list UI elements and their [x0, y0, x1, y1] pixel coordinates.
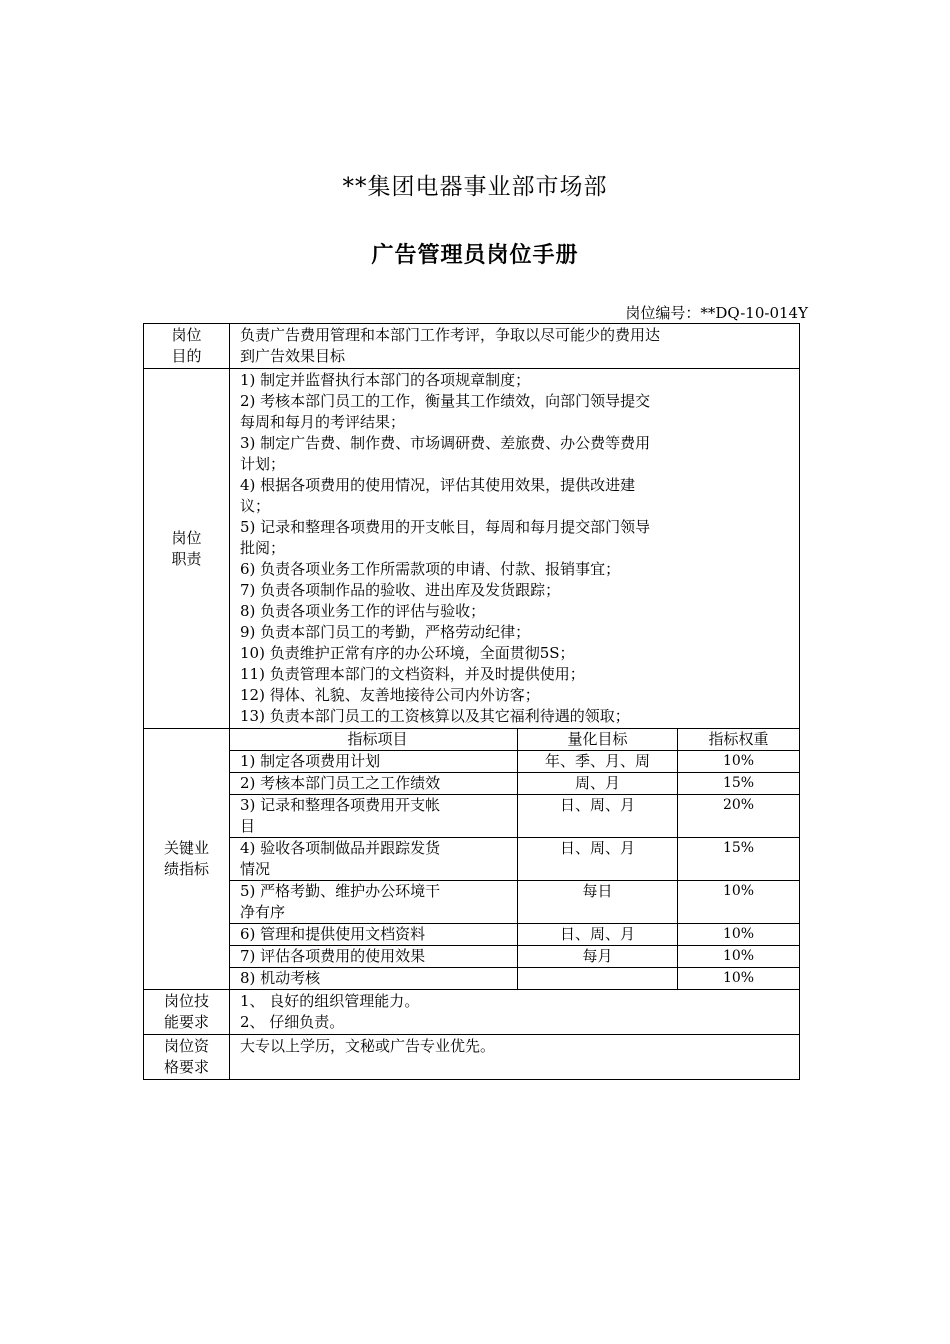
duty-line: 9) 负责本部门员工的考勤，严格劳动纪律； — [240, 623, 531, 641]
document-title: 广告管理员岗位手册 — [371, 242, 579, 268]
skills-content: 1、 良好的组织管理能力。 2、 仔细负责。 — [230, 990, 800, 1035]
duties-content — [230, 369, 800, 729]
kpi-item: 3) 记录和整理各项费用开支帐 目 — [230, 795, 518, 838]
duty-line: 每周和每月的考评结果； — [240, 413, 406, 431]
duty-line: 5) 记录和整理各项费用的开支帐目，每周和每月提交部门领导 — [240, 518, 651, 536]
kpi-table-row — [230, 751, 799, 773]
duties-row — [144, 369, 800, 729]
kpi-item: 6) 管理和提供使用文档资料 — [230, 924, 518, 946]
kpi-table-row — [230, 838, 799, 881]
kpi-weight: 10% — [678, 881, 800, 924]
duty-line: 10) 负责维护正常有序的办公环境，全面贯彻5S； — [240, 644, 575, 662]
kpi-table-row — [230, 795, 799, 838]
kpi-weight: 10% — [678, 924, 800, 946]
kpi-row — [144, 729, 800, 990]
duty-line: 13) 负责本部门员工的工资核算以及其它福利待遇的领取； — [240, 707, 630, 725]
kpi-target: 每月 — [518, 946, 678, 968]
duty-line: 1) 制定并监督执行本部门的各项规章制度； — [240, 371, 531, 389]
kpi-table-row — [230, 946, 799, 968]
post-code: 岗位编号：**DQ-10-014Y — [625, 304, 808, 322]
kpi-weight: 10% — [678, 968, 800, 990]
duty-line: 4) 根据各项费用的使用情况，评估其使用效果，提供改进建 — [240, 476, 636, 494]
duty-line: 8) 负责各项业务工作的评估与验收； — [240, 602, 486, 620]
skills-row — [144, 990, 800, 1035]
kpi-target: 日、周、月 — [518, 795, 678, 838]
duty-line: 计划； — [240, 455, 286, 473]
kpi-item: 2) 考核本部门员工之工作绩效 — [230, 773, 518, 795]
duty-line: 11) 负责管理本部门的文档资料，并及时提供使用； — [240, 665, 585, 683]
kpi-target: 日、周、月 — [518, 924, 678, 946]
kpi-weight: 20% — [678, 795, 800, 838]
kpi-table-cell — [230, 729, 800, 990]
kpi-weight: 15% — [678, 838, 800, 881]
kpi-target — [518, 968, 678, 990]
kpi-weight: 10% — [678, 751, 800, 773]
kpi-target: 周、月 — [518, 773, 678, 795]
duty-line: 12) 得体、礼貌、友善地接待公司内外访客； — [240, 686, 540, 704]
kpi-item: 7) 评估各项费用的使用效果 — [230, 946, 518, 968]
duty-line: 2) 考核本部门员工的工作，衡量其工作绩效，向部门领导提交 — [240, 392, 651, 410]
kpi-header-item: 指标项目 — [230, 729, 518, 751]
duty-line: 议； — [240, 497, 271, 515]
qualification-row — [144, 1035, 800, 1080]
purpose-content: 负责广告费用管理和本部门工作考评，争取以尽可能少的费用达 到广告效果目标 — [230, 324, 800, 369]
kpi-item: 5) 严格考勤、维护办公环境干 净有序 — [230, 881, 518, 924]
kpi-table-row — [230, 773, 799, 795]
kpi-target: 年、季、月、周 — [518, 751, 678, 773]
kpi-item: 1) 制定各项费用计划 — [230, 751, 518, 773]
qualification-content: 大专以上学历，文秘或广告专业优先。 — [230, 1035, 800, 1080]
duty-line: 批阅； — [240, 539, 286, 557]
kpi-table-row — [230, 924, 799, 946]
kpi-weight: 10% — [678, 946, 800, 968]
purpose-row — [144, 324, 800, 369]
kpi-weight: 15% — [678, 773, 800, 795]
kpi-header-weight: 指标权重 — [678, 729, 800, 751]
duties-label: 岗位 职责 — [144, 369, 230, 729]
qualification-label: 岗位资 格要求 — [144, 1035, 230, 1080]
kpi-label: 关键业 绩指标 — [144, 729, 230, 990]
kpi-target: 每日 — [518, 881, 678, 924]
job-manual-table — [143, 323, 800, 1080]
skills-label: 岗位技 能要求 — [144, 990, 230, 1035]
kpi-table — [230, 729, 799, 989]
duty-line: 3) 制定广告费、制作费、市场调研费、差旅费、办公费等费用 — [240, 434, 651, 452]
kpi-table-row — [230, 881, 799, 924]
kpi-header-target: 量化目标 — [518, 729, 678, 751]
kpi-item: 8) 机动考核 — [230, 968, 518, 990]
duty-line: 7) 负责各项制作品的验收、进出库及发货跟踪； — [240, 581, 561, 599]
org-title: **集团电器事业部市场部 — [342, 174, 608, 200]
duty-line: 6) 负责各项业务工作所需款项的申请、付款、报销事宜； — [240, 560, 621, 578]
kpi-header-row — [230, 729, 799, 751]
kpi-item: 4) 验收各项制做品并跟踪发货 情况 — [230, 838, 518, 881]
purpose-label: 岗位 目的 — [144, 324, 230, 369]
kpi-target: 日、周、月 — [518, 838, 678, 881]
kpi-table-row — [230, 968, 799, 990]
